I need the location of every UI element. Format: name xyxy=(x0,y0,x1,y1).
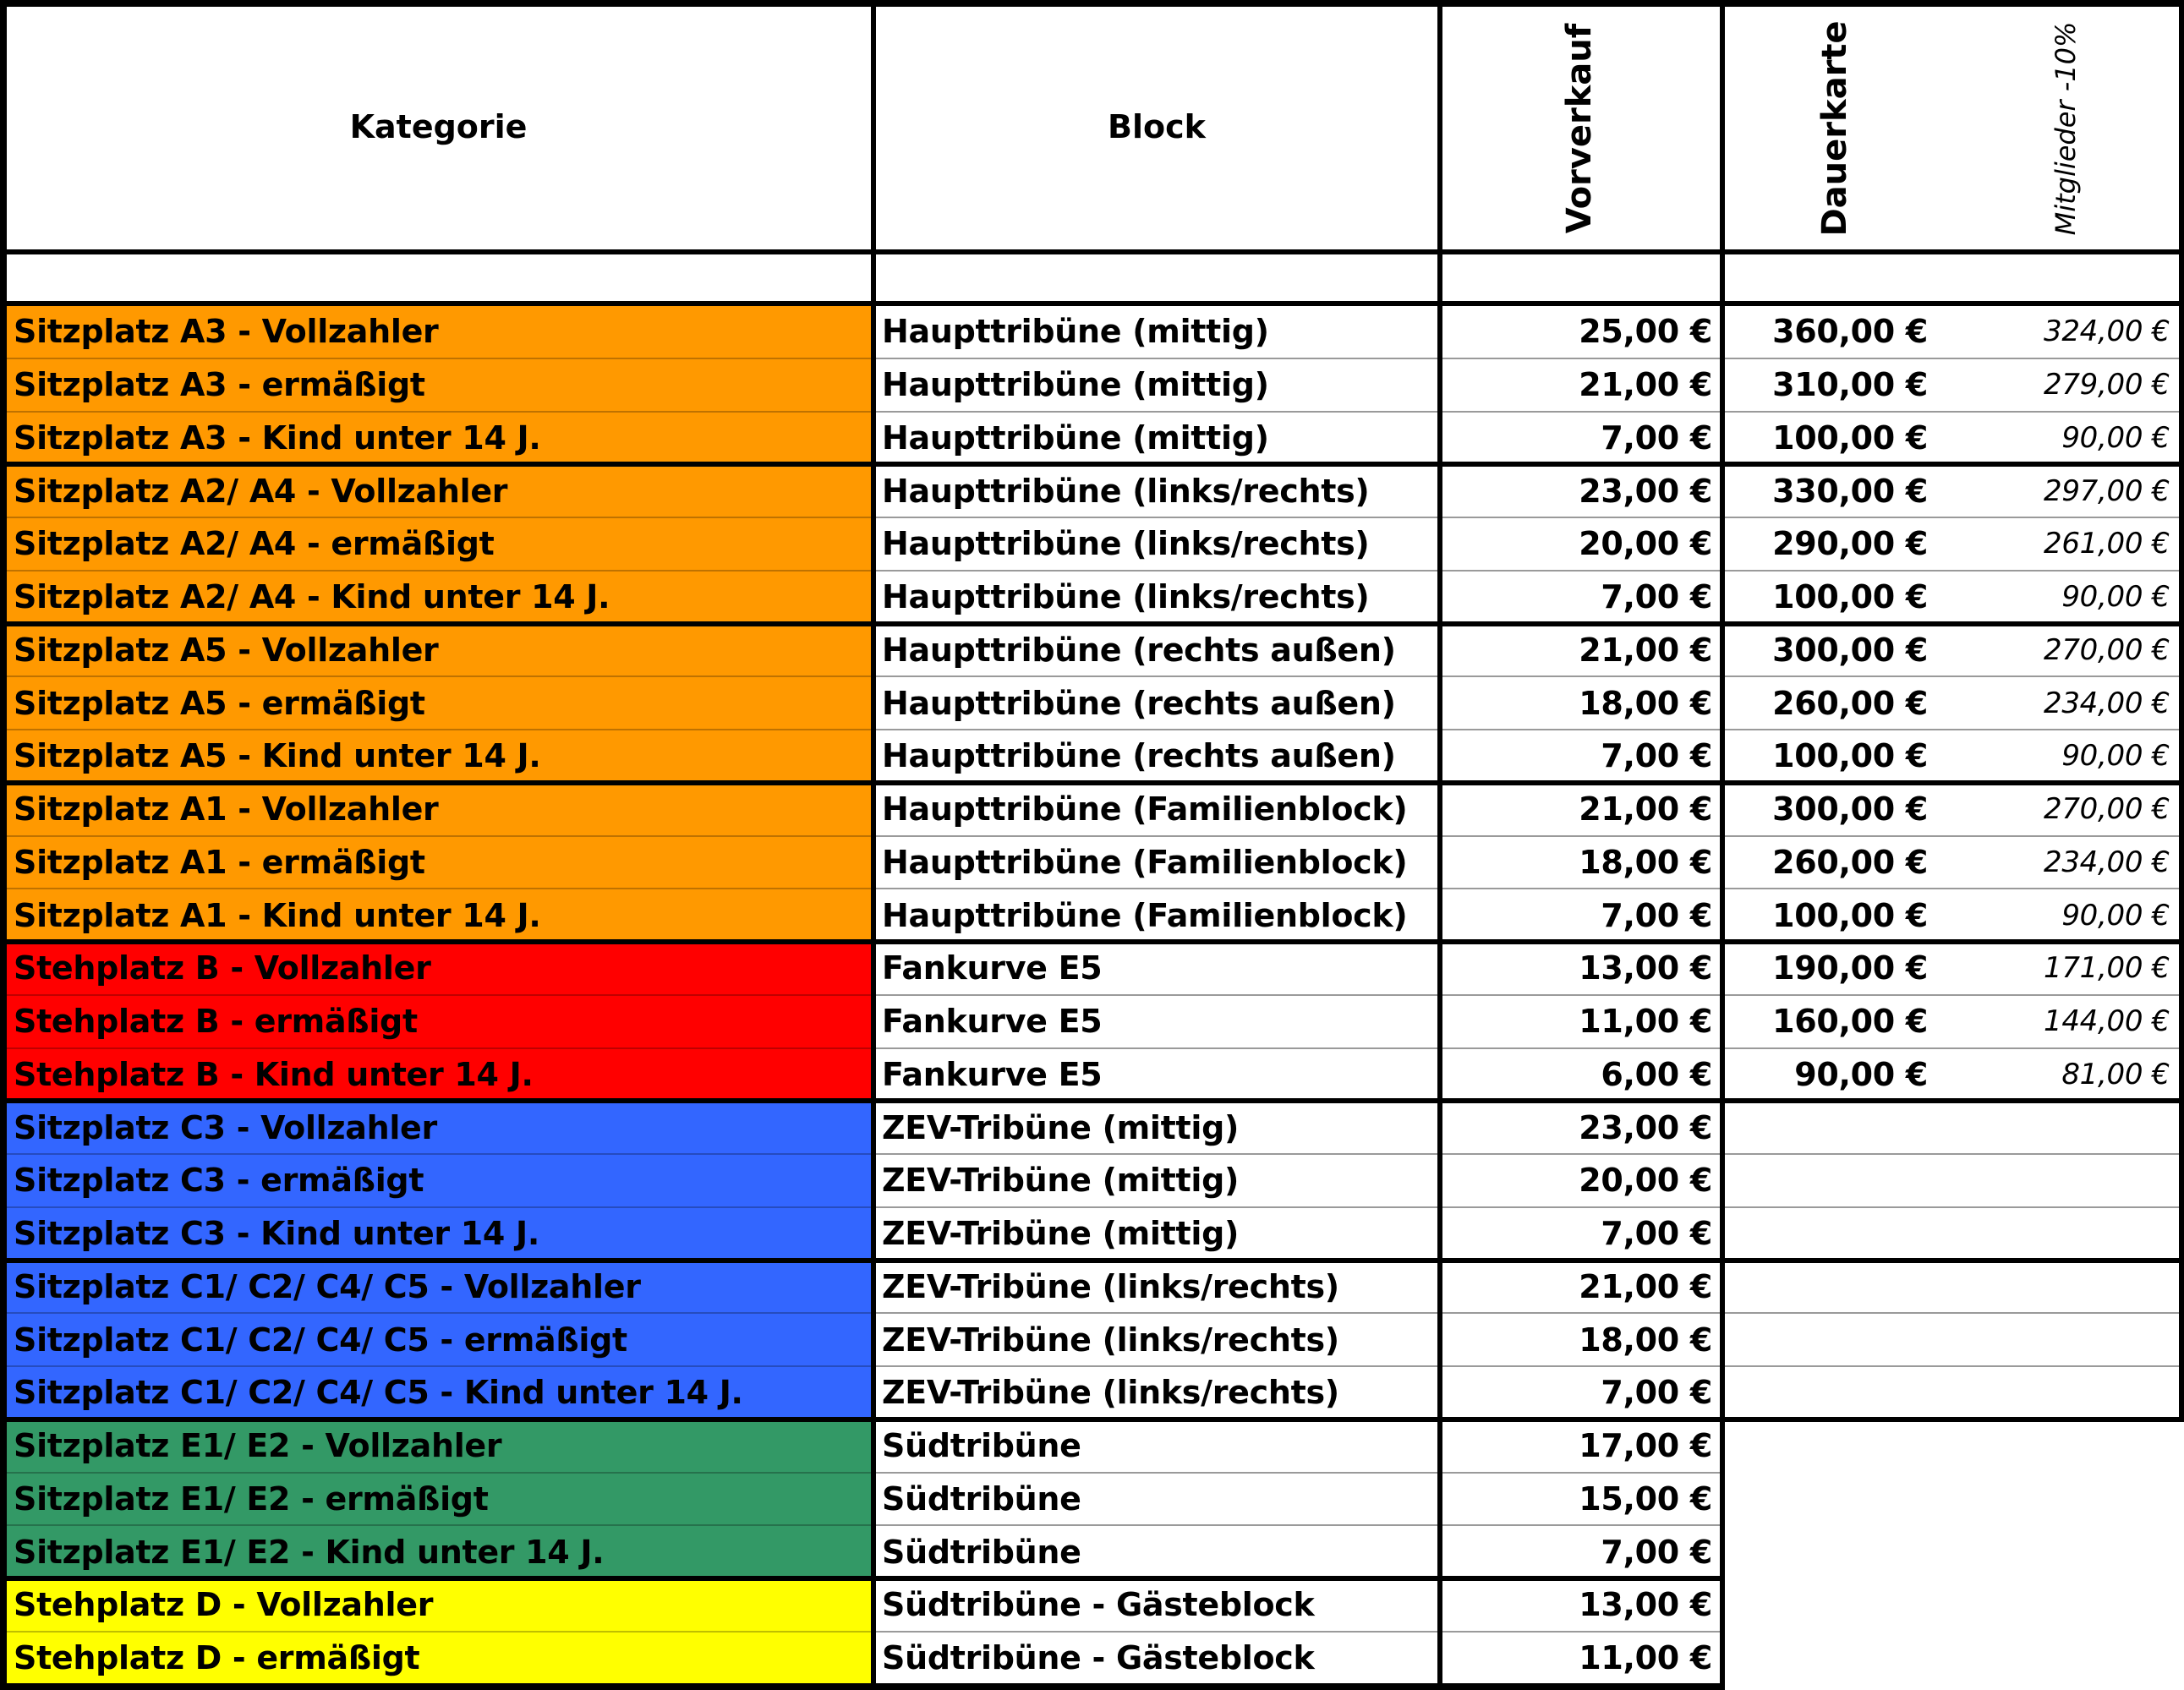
row-divider xyxy=(3,570,873,572)
cell-dauerkarte: 100,00 € xyxy=(1772,578,1928,616)
cell-mitglieder: 90,00 € xyxy=(2061,739,2170,774)
cell-mitglieder: 234,00 € xyxy=(2043,686,2170,720)
column-divider xyxy=(0,0,7,1690)
row-divider xyxy=(873,1631,1722,1633)
cell-kategorie: Sitzplatz A2/ A4 - Vollzahler xyxy=(14,472,508,510)
row-divider xyxy=(873,1312,2181,1314)
cell-dauerkarte: 190,00 € xyxy=(1772,949,1928,987)
cell-vorverkauf: 7,00 € xyxy=(1601,737,1712,775)
cell-mitglieder: 324,00 € xyxy=(2043,314,2170,349)
cell-dauerkarte: 160,00 € xyxy=(1772,1003,1928,1041)
row-divider xyxy=(2,1576,1725,1581)
cell-mitglieder: 270,00 € xyxy=(2043,792,2170,827)
cell-vorverkauf: 20,00 € xyxy=(1579,525,1712,563)
column-divider xyxy=(871,0,876,1690)
row-divider xyxy=(3,1472,873,1474)
cell-kategorie: Sitzplatz A1 - Vollzahler xyxy=(14,790,439,829)
column-divider xyxy=(2179,0,2184,1422)
cell-block: ZEV-Tribüne (links/rechts) xyxy=(882,1267,1339,1305)
cell-mitglieder: 261,00 € xyxy=(2043,527,2170,561)
row-divider xyxy=(3,675,873,677)
row-divider xyxy=(2,301,2183,306)
cell-mitglieder: 90,00 € xyxy=(2061,580,2170,615)
row-divider xyxy=(3,1047,873,1049)
cell-block: Haupttribüne (mittig) xyxy=(882,418,1269,457)
row-divider xyxy=(873,1365,2181,1367)
cell-kategorie: Sitzplatz C3 - Vollzahler xyxy=(14,1108,437,1146)
cell-vorverkauf: 13,00 € xyxy=(1579,949,1712,987)
cell-block: Südtribüne - Gästeblock xyxy=(882,1586,1315,1624)
cell-kategorie: Sitzplatz C3 - ermäßigt xyxy=(14,1162,424,1200)
row-divider xyxy=(873,411,2181,413)
cell-block: Südtribüne xyxy=(882,1533,1081,1571)
cell-mitglieder: 144,00 € xyxy=(2043,1004,2170,1039)
cell-vorverkauf: 11,00 € xyxy=(1579,1003,1712,1041)
cell-vorverkauf: 17,00 € xyxy=(1579,1427,1712,1465)
cell-vorverkauf: 20,00 € xyxy=(1579,1162,1712,1200)
row-divider xyxy=(3,1312,873,1314)
cell-vorverkauf: 7,00 € xyxy=(1601,896,1712,934)
cell-block: Südtribüne xyxy=(882,1427,1081,1465)
cell-block: ZEV-Tribüne (links/rechts) xyxy=(882,1321,1339,1359)
cell-block: Haupttribüne (links/rechts) xyxy=(882,578,1370,616)
cell-dauerkarte: 300,00 € xyxy=(1772,631,1928,669)
row-divider xyxy=(2,0,2183,7)
cell-vorverkauf: 21,00 € xyxy=(1579,1267,1712,1305)
row-divider xyxy=(3,1206,873,1208)
cell-dauerkarte: 90,00 € xyxy=(1794,1055,1928,1093)
cell-vorverkauf: 21,00 € xyxy=(1579,790,1712,829)
cell-vorverkauf: 7,00 € xyxy=(1601,1533,1712,1571)
row-divider xyxy=(2,621,2183,626)
cell-vorverkauf: 21,00 € xyxy=(1579,631,1712,669)
cell-vorverkauf: 18,00 € xyxy=(1579,1321,1712,1359)
cell-kategorie: Sitzplatz A1 - Kind unter 14 J. xyxy=(14,896,541,934)
header-kategorie: Kategorie xyxy=(349,108,528,145)
cell-vorverkauf: 23,00 € xyxy=(1579,472,1712,510)
cell-kategorie: Sitzplatz A5 - Kind unter 14 J. xyxy=(14,737,541,775)
cell-block: Haupttribüne (mittig) xyxy=(882,366,1269,404)
cell-kategorie: Sitzplatz C3 - Kind unter 14 J. xyxy=(14,1215,539,1253)
row-divider xyxy=(2,462,2183,467)
cell-kategorie: Sitzplatz A5 - ermäßigt xyxy=(14,684,425,722)
row-divider xyxy=(873,675,2181,677)
cell-mitglieder: 279,00 € xyxy=(2043,368,2170,402)
row-divider xyxy=(2,1258,2183,1263)
cell-vorverkauf: 6,00 € xyxy=(1601,1055,1712,1093)
row-divider xyxy=(3,994,873,996)
cell-kategorie: Sitzplatz A5 - Vollzahler xyxy=(14,631,439,669)
cell-vorverkauf: 7,00 € xyxy=(1601,1215,1712,1253)
row-divider xyxy=(3,729,873,730)
cell-kategorie: Sitzplatz E1/ E2 - Kind unter 14 J. xyxy=(14,1533,605,1571)
cell-vorverkauf: 21,00 € xyxy=(1579,366,1712,404)
cell-kategorie: Stehplatz B - Kind unter 14 J. xyxy=(14,1055,534,1093)
cell-kategorie: Sitzplatz A1 - ermäßigt xyxy=(14,843,425,881)
cell-block: Südtribüne xyxy=(882,1479,1081,1518)
cell-kategorie: Sitzplatz C1/ C2/ C4/ C5 - ermäßigt xyxy=(14,1321,627,1359)
cell-dauerkarte: 290,00 € xyxy=(1772,525,1928,563)
cell-kategorie: Sitzplatz A3 - ermäßigt xyxy=(14,366,425,404)
row-divider xyxy=(2,939,2183,944)
cell-block: ZEV-Tribüne (links/rechts) xyxy=(882,1374,1339,1412)
cell-block: Haupttribüne (rechts außen) xyxy=(882,684,1396,722)
cell-kategorie: Stehplatz B - Vollzahler xyxy=(14,949,431,987)
cell-vorverkauf: 15,00 € xyxy=(1579,1479,1712,1518)
cell-block: Haupttribüne (Familienblock) xyxy=(882,896,1408,934)
cell-block: Haupttribüne (Familienblock) xyxy=(882,843,1408,881)
row-divider xyxy=(3,835,873,837)
cell-kategorie: Stehplatz B - ermäßigt xyxy=(14,1003,418,1041)
cell-block: Haupttribüne (rechts außen) xyxy=(882,631,1396,669)
cell-kategorie: Sitzplatz C1/ C2/ C4/ C5 - Vollzahler xyxy=(14,1267,641,1305)
row-divider xyxy=(873,1472,1722,1474)
row-divider xyxy=(2,249,2183,254)
row-divider xyxy=(3,1365,873,1367)
cell-block: Fankurve E5 xyxy=(882,1055,1103,1093)
cell-kategorie: Stehplatz D - ermäßigt xyxy=(14,1639,420,1677)
cell-dauerkarte: 360,00 € xyxy=(1772,313,1928,351)
header-vorverkauf: Vorverkauf xyxy=(1560,23,1599,234)
row-divider xyxy=(873,835,2181,837)
cell-dauerkarte: 260,00 € xyxy=(1772,684,1928,722)
row-divider xyxy=(3,1631,873,1633)
cell-kategorie: Sitzplatz A3 - Kind unter 14 J. xyxy=(14,418,541,457)
row-divider xyxy=(3,888,873,889)
cell-block: Haupttribüne (Familienblock) xyxy=(882,790,1408,829)
cell-dauerkarte: 300,00 € xyxy=(1772,790,1928,829)
row-divider xyxy=(873,1047,2181,1049)
cell-kategorie: Sitzplatz E1/ E2 - ermäßigt xyxy=(14,1479,489,1518)
row-divider xyxy=(873,570,2181,572)
cell-vorverkauf: 7,00 € xyxy=(1601,1374,1712,1412)
row-divider xyxy=(873,888,2181,889)
cell-mitglieder: 90,00 € xyxy=(2061,898,2170,933)
cell-kategorie: Sitzplatz E1/ E2 - Vollzahler xyxy=(14,1427,502,1465)
cell-kategorie: Sitzplatz A2/ A4 - Kind unter 14 J. xyxy=(14,578,610,616)
row-divider xyxy=(1722,1417,2183,1422)
row-divider xyxy=(873,994,2181,996)
cell-mitglieder: 81,00 € xyxy=(2061,1057,2170,1091)
cell-kategorie: Stehplatz D - Vollzahler xyxy=(14,1586,434,1624)
cell-block: Fankurve E5 xyxy=(882,949,1103,987)
cell-block: ZEV-Tribüne (mittig) xyxy=(882,1215,1240,1253)
header-block: Block xyxy=(1108,108,1206,145)
cell-kategorie: Sitzplatz C1/ C2/ C4/ C5 - Kind unter 14 J. xyxy=(14,1374,743,1412)
cell-mitglieder: 297,00 € xyxy=(2043,473,2170,508)
cell-dauerkarte: 100,00 € xyxy=(1772,418,1928,457)
cell-block: Haupttribüne (links/rechts) xyxy=(882,472,1370,510)
cell-dauerkarte: 330,00 € xyxy=(1772,472,1928,510)
row-divider xyxy=(3,358,873,359)
column-divider xyxy=(1720,0,1725,1690)
cell-vorverkauf: 25,00 € xyxy=(1579,313,1712,351)
cell-vorverkauf: 23,00 € xyxy=(1579,1108,1712,1146)
row-divider xyxy=(873,1524,1722,1526)
cell-vorverkauf: 11,00 € xyxy=(1579,1639,1712,1677)
header-mitglieder: Mitglieder -10% xyxy=(2050,21,2082,236)
header-dauerkarte: Dauerkarte xyxy=(1815,20,1854,237)
cell-block: ZEV-Tribüne (mittig) xyxy=(882,1108,1240,1146)
cell-dauerkarte: 310,00 € xyxy=(1772,366,1928,404)
row-divider xyxy=(873,1206,2181,1208)
row-divider xyxy=(3,411,873,413)
cell-vorverkauf: 18,00 € xyxy=(1579,684,1712,722)
row-divider xyxy=(2,780,2183,785)
cell-dauerkarte: 260,00 € xyxy=(1772,843,1928,881)
cell-vorverkauf: 7,00 € xyxy=(1601,418,1712,457)
cell-kategorie: Sitzplatz A2/ A4 - ermäßigt xyxy=(14,525,495,563)
cell-block: ZEV-Tribüne (mittig) xyxy=(882,1162,1240,1200)
cell-dauerkarte: 100,00 € xyxy=(1772,737,1928,775)
cell-block: Haupttribüne (rechts außen) xyxy=(882,737,1396,775)
row-divider xyxy=(873,1153,2181,1155)
row-divider xyxy=(2,1683,1725,1690)
row-divider xyxy=(873,517,2181,518)
cell-block: Fankurve E5 xyxy=(882,1003,1103,1041)
cell-block: Haupttribüne (mittig) xyxy=(882,313,1269,351)
row-divider xyxy=(3,517,873,518)
row-divider xyxy=(2,1098,2183,1103)
cell-kategorie: Sitzplatz A3 - Vollzahler xyxy=(14,313,439,351)
row-divider xyxy=(3,1153,873,1155)
cell-block: Südtribüne - Gästeblock xyxy=(882,1639,1315,1677)
column-divider xyxy=(1437,0,1442,1690)
row-divider xyxy=(873,358,2181,359)
row-divider xyxy=(873,729,2181,730)
cell-dauerkarte: 100,00 € xyxy=(1772,896,1928,934)
row-divider xyxy=(3,1524,873,1526)
cell-mitglieder: 90,00 € xyxy=(2061,420,2170,455)
cell-vorverkauf: 18,00 € xyxy=(1579,843,1712,881)
cell-vorverkauf: 13,00 € xyxy=(1579,1586,1712,1624)
cell-block: Haupttribüne (links/rechts) xyxy=(882,525,1370,563)
cell-mitglieder: 270,00 € xyxy=(2043,632,2170,667)
cell-mitglieder: 171,00 € xyxy=(2043,951,2170,986)
cell-vorverkauf: 7,00 € xyxy=(1601,578,1712,616)
cell-mitglieder: 234,00 € xyxy=(2043,845,2170,879)
